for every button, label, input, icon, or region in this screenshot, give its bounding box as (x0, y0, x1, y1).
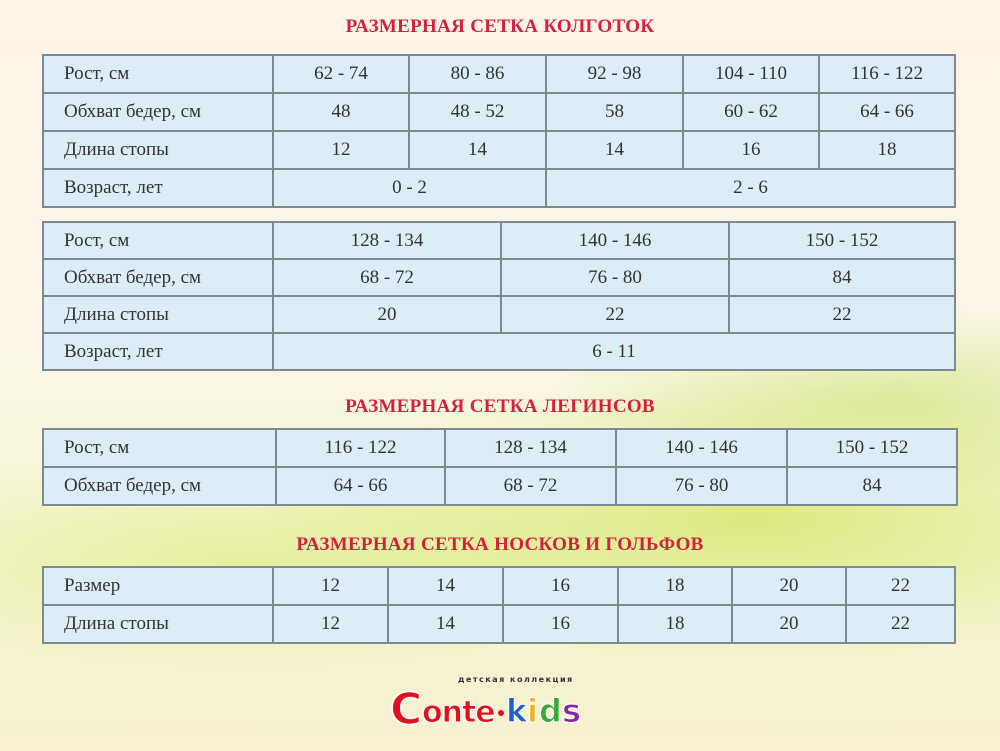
table-cell: 68 - 72 (445, 467, 616, 505)
table-row (43, 605, 955, 643)
table-cell: 22 (729, 296, 955, 333)
table-row (43, 222, 955, 259)
svg-text:d: d (539, 692, 562, 730)
table-cell: 116 - 122 (819, 55, 955, 93)
row-label: Длина стопы (43, 605, 273, 643)
table-row (43, 169, 955, 207)
table-cell: 14 (546, 131, 683, 169)
table-row (43, 55, 955, 93)
row-label: Длина стопы (43, 131, 273, 169)
svg-text:C: C (390, 684, 420, 730)
section-title-tights: РАЗМЕРНАЯ СЕТКА КОЛГОТОК (345, 16, 655, 37)
table-row (43, 93, 955, 131)
table-cell: 140 - 146 (501, 222, 729, 259)
table-cell: 64 - 66 (819, 93, 955, 131)
section-title-leggings: РАЗМЕРНАЯ СЕТКА ЛЕГИНСОВ (345, 396, 655, 417)
table-cell: 14 (388, 605, 503, 643)
table-cell: 0 - 2 (273, 169, 546, 207)
table-cell: 84 (787, 467, 957, 505)
table-cell: 12 (273, 131, 409, 169)
section-title-socks: РАЗМЕРНАЯ СЕТКА НОСКОВ И ГОЛЬФОВ (296, 534, 704, 555)
table-cell: 116 - 122 (276, 429, 445, 467)
table-row (43, 567, 955, 605)
table-cell: 140 - 146 (616, 429, 787, 467)
row-label: Длина стопы (43, 296, 273, 333)
row-label: Рост, см (43, 429, 276, 467)
row-label: Возраст, лет (43, 169, 273, 207)
table-cell: 84 (729, 259, 955, 296)
svg-text:i: i (527, 692, 538, 730)
tights-size-table-2 (42, 221, 956, 371)
table-cell: 150 - 152 (787, 429, 957, 467)
table-cell: 104 - 110 (683, 55, 819, 93)
table-row (43, 131, 955, 169)
table-cell: 2 - 6 (546, 169, 955, 207)
table-cell: 80 - 86 (409, 55, 546, 93)
table-row (43, 259, 955, 296)
table-cell: 76 - 80 (501, 259, 729, 296)
table-row (43, 296, 955, 333)
row-label: Размер (43, 567, 273, 605)
table-cell: 76 - 80 (616, 467, 787, 505)
svg-text:k: k (506, 692, 528, 730)
table-cell: 58 (546, 93, 683, 131)
svg-text:onte: onte (422, 695, 495, 730)
row-label: Обхват бедер, см (43, 93, 273, 131)
conte-kids-logo (388, 668, 618, 730)
table-cell: 6 - 11 (273, 333, 955, 370)
leggings-size-table (42, 428, 958, 506)
row-label: Рост, см (43, 222, 273, 259)
table-cell: 128 - 134 (445, 429, 616, 467)
table-cell: 48 - 52 (409, 93, 546, 131)
table-row (43, 467, 957, 505)
row-label: Обхват бедер, см (43, 259, 273, 296)
row-label: Рост, см (43, 55, 273, 93)
table-cell: 22 (846, 567, 955, 605)
table-cell: 22 (501, 296, 729, 333)
table-cell: 60 - 62 (683, 93, 819, 131)
row-label: Обхват бедер, см (43, 467, 276, 505)
table-cell: 16 (683, 131, 819, 169)
table-cell: 22 (846, 605, 955, 643)
table-cell: 18 (618, 605, 732, 643)
table-cell: 18 (618, 567, 732, 605)
table-cell: 68 - 72 (273, 259, 501, 296)
row-label: Возраст, лет (43, 333, 273, 370)
table-cell: 64 - 66 (276, 467, 445, 505)
table-cell: 16 (503, 567, 618, 605)
table-cell: 48 (273, 93, 409, 131)
tights-size-table-1 (42, 54, 956, 208)
socks-size-table (42, 566, 956, 644)
table-cell: 62 - 74 (273, 55, 409, 93)
table-cell: 12 (273, 605, 388, 643)
table-cell: 14 (409, 131, 546, 169)
svg-text:детская коллекция: детская коллекция (458, 675, 574, 684)
table-cell: 128 - 134 (273, 222, 501, 259)
table-cell: 18 (819, 131, 955, 169)
table-cell: 20 (732, 605, 846, 643)
table-row (43, 333, 955, 370)
table-cell: 20 (273, 296, 501, 333)
table-row (43, 429, 957, 467)
svg-text:s: s (562, 692, 582, 730)
table-cell: 150 - 152 (729, 222, 955, 259)
table-cell: 14 (388, 567, 503, 605)
table-cell: 92 - 98 (546, 55, 683, 93)
table-cell: 12 (273, 567, 388, 605)
table-cell: 20 (732, 567, 846, 605)
table-cell: 16 (503, 605, 618, 643)
